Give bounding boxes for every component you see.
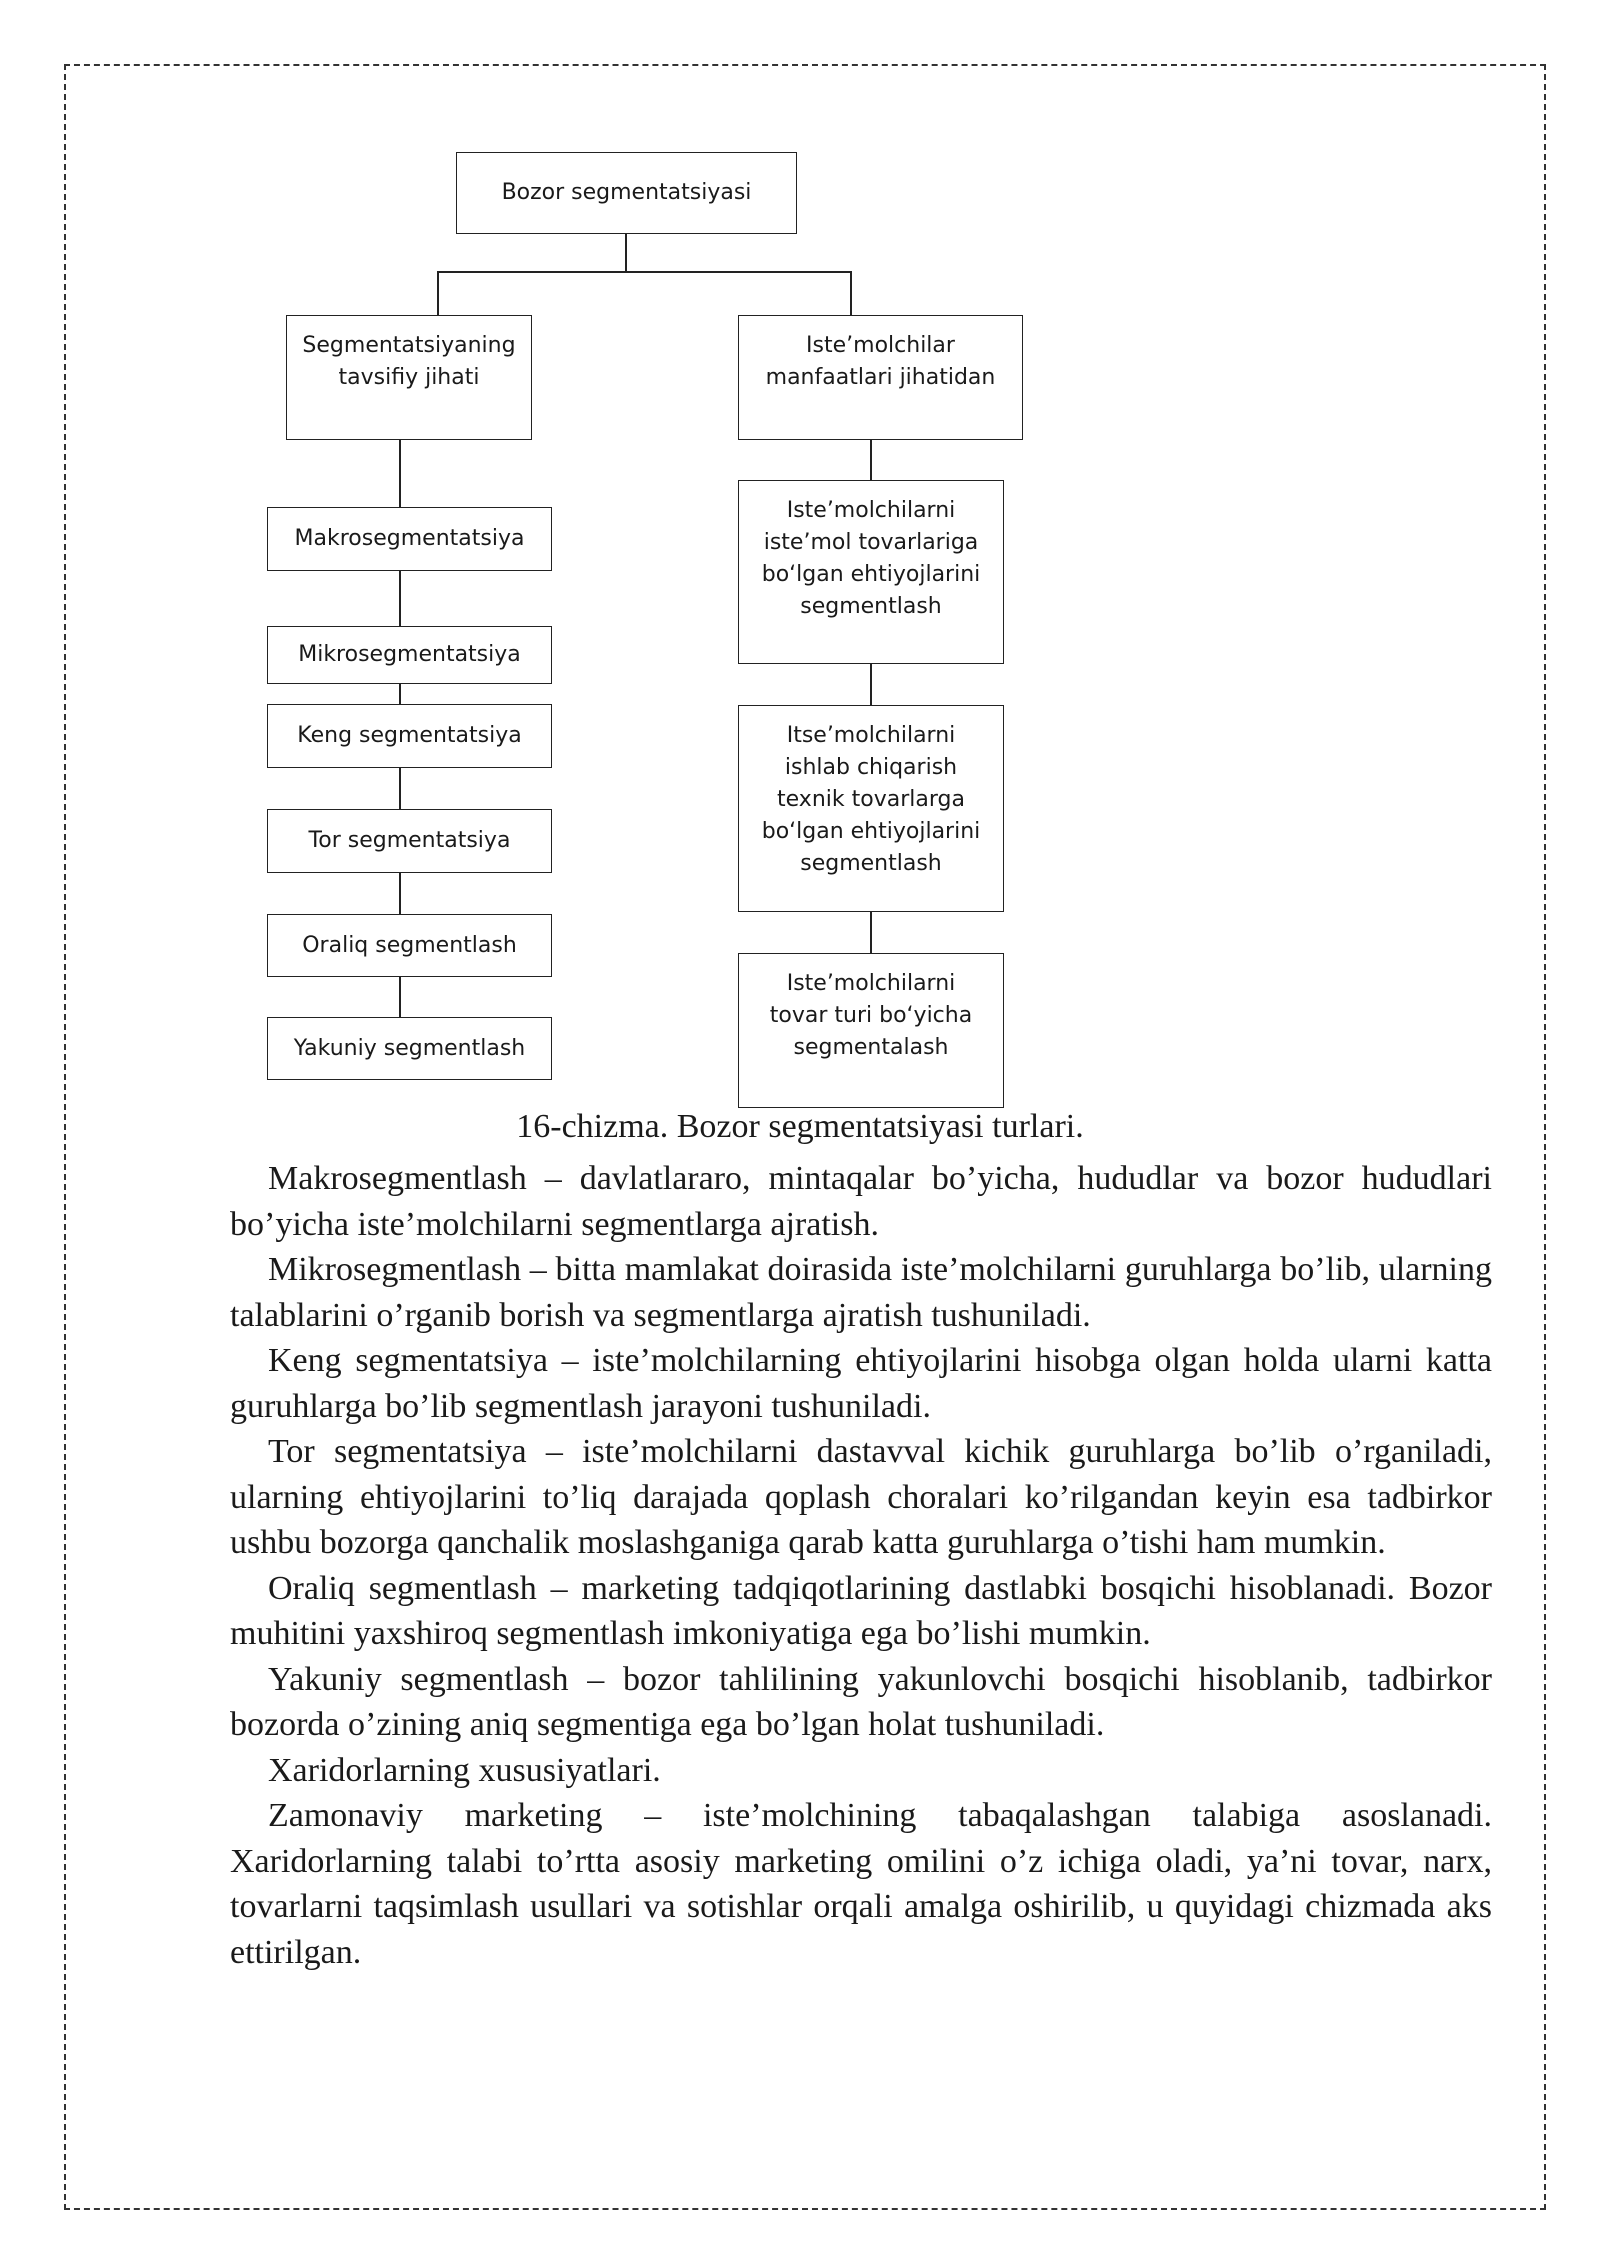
connector-line [399,872,401,915]
right-item-label: Iste’molchilarni tovar turi bo‘yicha segmentalash [769,971,973,1060]
connector-line [399,439,401,508]
paragraph: Yakuniy segmentlash – bozor tahlilining yakunlovchi bosqichi hisoblanib, tadbirkor bozorda o’zining aniq segmentiga ega bo’lgan holat tushuniladi. [230,1660,1492,1743]
connector-line [870,911,872,954]
paragraph: Zamonaviy marketing – iste’molchining tabaqalashgan talabiga asoslanadi. Xaridorlarning talabi to’rtta asosiy marketing omilini o’z ichiga oladi, ya’ni tovar, narx, tovarlarni taqsimlash usullari va sotishlar orqali amalga oshirilib, u quyidagi chizmada aks ettirilgan. [230,1797,1492,1971]
left-branch-node [286,315,532,440]
connector-line [870,663,872,706]
left-item-label: Keng segmentatsiya [297,723,522,748]
right-item-node [738,953,1004,1108]
paragraph: Makrosegmentlash – davlatlararo, mintaqalar bo’yicha, hududlar va bozor hududlari bo’yicha iste’molchilarni segmentlarga ajratish. [230,1160,1492,1243]
connector-line [850,271,852,316]
left-branch-label: Segmentatsiyaning tavsifiy jihati [302,333,516,390]
connector-line [399,976,401,1018]
right-item-label: Iste’molchilarni iste’mol tovarlariga bo‘lgan ehtiyojlarini segmentlash [761,498,981,619]
figure-caption: 16-chizma. Bozor segmentatsiyasi turlari. [516,1108,1084,1145]
connector-line [399,570,401,627]
left-item-label: Mikrosegmentatsiya [298,642,521,667]
left-item-label: Yakuniy segmentlash [293,1035,526,1061]
left-item-label: Makrosegmentatsiya [294,526,525,551]
left-item-node [267,914,552,977]
left-item-node [267,1017,552,1080]
paragraph: Xaridorlarning xususiyatlari. [268,1751,661,1789]
left-item-node [267,809,552,873]
paragraph: Mikrosegmentlash – bitta mamlakat doirasida iste’molchilarni guruhlarga bo’lib, ularning talablarini o’rganib borish va segmentlarga ajratish tushuniladi. [230,1251,1492,1334]
left-item-label: Oraliq segmentlash [302,932,517,958]
paragraph: Keng segmentatsiya – iste’molchilarning ehtiyojlarini hisobga olgan holda ularni katta guruhlarga bo’lib segmentlash jarayoni tushuniladi. [230,1342,1492,1425]
left-item-label: Tor segmentatsiya [308,828,511,853]
connector-line [870,439,872,481]
root-node-label: Bozor segmentatsiyasi [501,180,752,205]
left-item-node [267,704,552,768]
connector-line [625,232,627,272]
root-node [456,152,797,234]
left-item-node [267,626,552,684]
right-branch-node [738,315,1023,440]
connector-line [437,271,852,273]
connector-line [399,767,401,810]
right-item-node [738,480,1004,664]
left-item-node [267,507,552,571]
body-text [230,1156,1492,1975]
paragraph: Tor segmentatsiya – iste’molchilarni dastavval kichik guruhlarga bo’lib o’rganiladi, ularning ehtiyojlarini to’liq darajada qoplash choralari ko’rilgandan keyin esa tadbirkor ushbu bozorga qanchalik moslashganiga qarab katta guruhlarga o’tishi ham mumkin. [230,1433,1492,1561]
connector-line [437,271,439,316]
connector-line [399,683,401,705]
right-item-label: Itse’molchilarni ishlab chiqarish texnik tovarlarga bo‘lgan ehtiyojlarini segmentlash [761,723,981,876]
right-item-node [738,705,1004,912]
right-branch-label: Iste’molchilar manfaatlari jihatidan [765,333,996,390]
paragraph: Oraliq segmentlash – marketing tadqiqotlarining dastlabki bosqichi hisoblanadi. Bozor muhitini yaxshiroq segmentlash imkoniyatiga ega bo’lishi mumkin. [230,1569,1492,1652]
segmentation-diagram [0,0,1600,1110]
